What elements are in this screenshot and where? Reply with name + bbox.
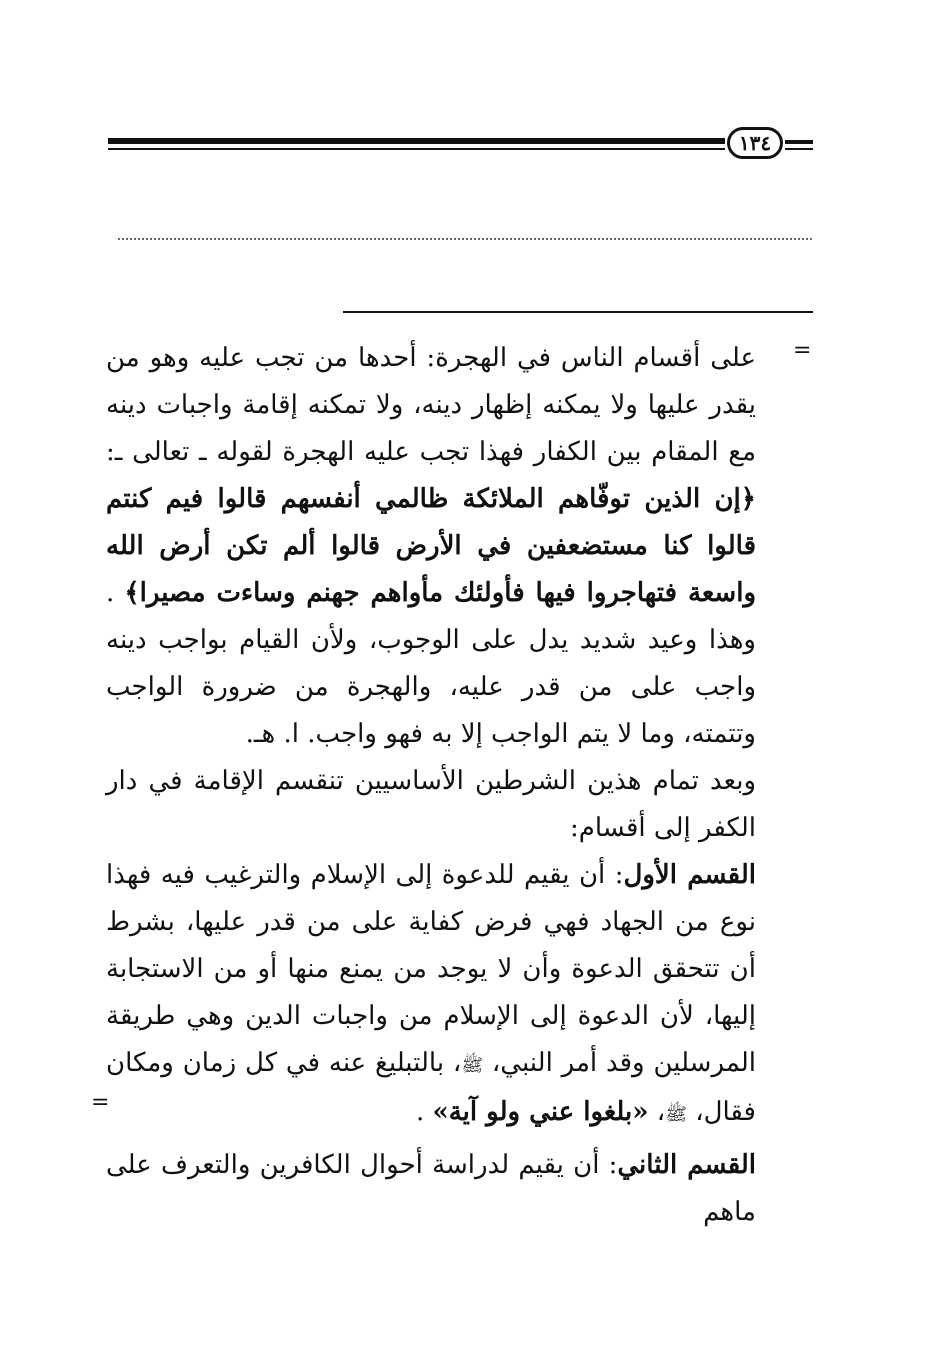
section-1-text-2: ، بالتبليغ عنه في كل زمان ومكان فقال، xyxy=(106,1048,756,1127)
page-number: ١٣٤ xyxy=(727,127,783,159)
header-rule-thin xyxy=(108,148,725,150)
header-rule-right xyxy=(785,140,813,144)
main-text xyxy=(106,335,756,1236)
section-1-paragraph xyxy=(106,852,756,1138)
dotted-separator xyxy=(118,226,812,240)
quote-line-2: ولا يمكنه إظهار دينه، ولا تمكنه إقامة واجبات دينه مع المقام بين xyxy=(106,390,757,467)
intro-paragraph: وبعد تمام هذين الشرطين الأساسيين تنقسم الإقامة في دار الكفر إلى أقسام: xyxy=(106,766,756,843)
footnote-separator xyxy=(343,311,813,313)
header-rule-right-thin xyxy=(785,148,813,150)
section-1-end: . xyxy=(415,1097,433,1127)
header-rule-thick xyxy=(108,138,725,144)
section-1-heading: القسم الأول xyxy=(623,860,756,890)
section-1-text: : أن يقيم للدعوة إلى الإسلام والترغيب فيه فهذا نوع من الجهاد فهي فرض كفاية على من قدر عليها، بشرط أن تتحقق الدعوة وأن لا يوجد من يمنع منها أو من الاستجابة إليها، لأن الدعوة إلى الإسلام من واجبات الدين وهي طريقة المرسلين وقد أمر النبي، xyxy=(106,860,756,1078)
hadith-quote: «بلغوا عني ولو آية» xyxy=(432,1097,649,1127)
salawat-icon-2: ﷺ xyxy=(665,1104,687,1125)
section-2-heading: القسم الثاني xyxy=(617,1150,756,1180)
section-1-text-3: ، xyxy=(648,1097,666,1127)
section-2-text: : أن يقيم لدراسة أحوال الكافرين والتعرف على ماهم xyxy=(106,1150,756,1227)
salawat-icon: ﷺ xyxy=(461,1055,484,1076)
quote-after-verse: . وهذا وعيد شديد يدل على الوجوب، ولأن القيام بواجب دينه واجب على من قدر عليه، والهجرة من ضرورة الواجب وتتمته، وما لا يتم الواجب إلا به فهو واجب. ا. هـ. xyxy=(106,578,756,749)
continuation-mark-top: = xyxy=(793,338,812,363)
quote-line-1: على أقسام الناس في الهجرة: أحدها من تجب عليه وهو من يقدر عليها xyxy=(106,343,756,420)
section-2-paragraph xyxy=(106,1142,756,1236)
quote-line-3: الكفار فهذا تجب عليه الهجرة لقوله ـ تعالى ـ: xyxy=(106,437,597,467)
quran-verse: ﴿إن الذين توفّاهم الملائكة ظالمي أنفسهم قالوا فيم كنتم قالوا كنا مستضعفين في الأرض قالوا ألم تكن أرض الله واسعة فتهاجروا فيها فأولئك مأواهم جهنم وساءت مصيرا﴾ xyxy=(106,484,756,608)
continuation-mark-bottom: = xyxy=(91,1090,110,1115)
quote-paragraph xyxy=(106,335,756,758)
